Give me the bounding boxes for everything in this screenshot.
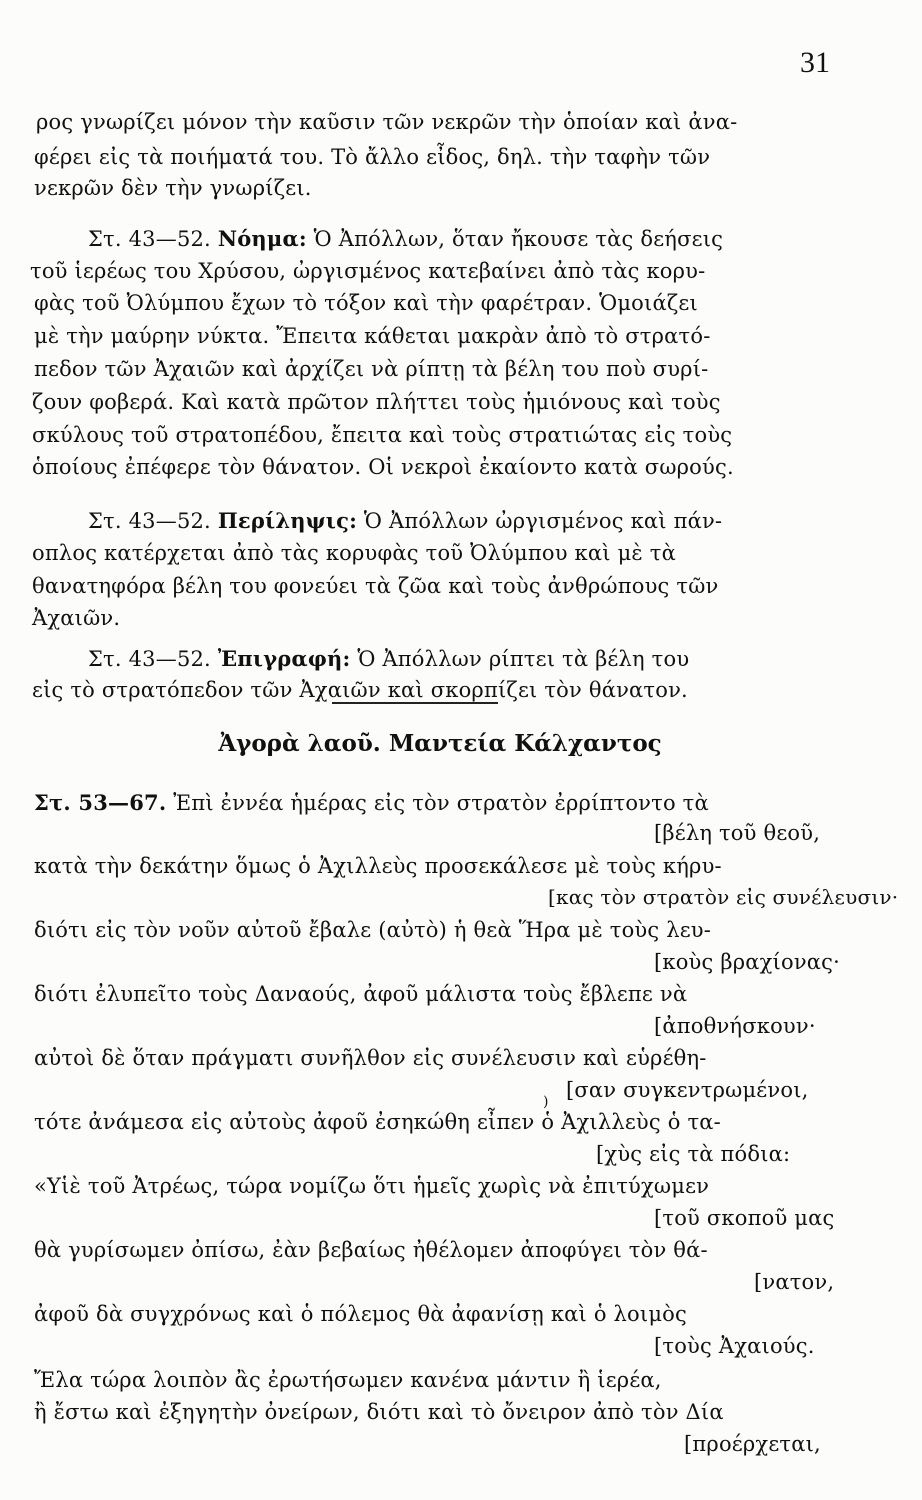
paragraph-2-label: Στ. 43—52.	[88, 227, 211, 251]
verse-line-21: [προέρχεται,	[684, 1432, 821, 1456]
verse-line-6: [κοὺς βραχίονας·	[654, 950, 841, 974]
verse-line-1	[34, 792, 709, 814]
verse-line-17: ἀφοῦ δὰ συγχρόνως καὶ ὁ πόλεμος θὰ ἀφανίσῃ καὶ ὁ λοιμὸς	[34, 1302, 687, 1326]
paragraph-2-first-text: Ὁ Ἀπόλλων, ὅταν ἤκουσε τὰς δεήσεις	[306, 227, 724, 251]
paragraph-4-label: Στ. 43—52.	[88, 647, 211, 671]
verse-line-20: ἢ ἔστω καὶ ἐξηγητὴν ὀνείρων, διότι καὶ τὸ ὄνειρον ἀπὸ τὸν Δία	[34, 1400, 724, 1424]
paragraph-4-line-2: εἰς τὸ στρατόπεδον τῶν Ἀχαιῶν καὶ σκορπίζει τὸν θάνατον.	[32, 678, 688, 702]
section-heading: Ἀγορὰ λαοῦ. Μαντεία Κάλχαντος	[218, 730, 662, 757]
paragraph-2-line-8: ὁποίους ἐπέφερε τὸν θάνατον. Οἱ νεκροὶ ἐκαίοντο κατὰ σωρούς.	[32, 455, 734, 479]
paragraph-3-label: Στ. 43—52.	[88, 509, 211, 533]
verse-line-4: [κας τὸν στρατὸν εἰς συνέλευσιν·	[548, 885, 899, 909]
verse-line-19: Ἔλα τώρα λοιπὸν ἂς ἐρωτήσωμεν κανένα μάντιν ἢ ἱερέα,	[34, 1368, 662, 1392]
verse-line-2: [βέλη τοῦ θεοῦ,	[654, 821, 821, 845]
section-divider	[332, 702, 498, 704]
verse-line-15: θὰ γυρίσωμεν ὀπίσω, ἐὰν βεβαίως ἠθέλομεν ἀποφύγει τὸν θά-	[34, 1238, 708, 1262]
verse-line-5: διότι εἰς τὸν νοῦν αὐτοῦ ἔβαλε (αὐτὸ) ἡ θεὰ Ἥρα μὲ τοὺς λευ-	[34, 918, 712, 942]
verse-line-16: [νατον,	[754, 1270, 835, 1294]
verse-line-10: [σαν συγκεντρωμένοι,	[566, 1078, 809, 1102]
verse-line-11: τότε ἀνάμεσα εἰς αὐτοὺς ἀφοῦ ἐσηκώθη εἶπεν ὁ Ἀχιλλεὺς ὁ τα-	[34, 1110, 721, 1134]
paragraph-2-line-1	[88, 228, 723, 250]
paragraph-3-line-2: οπλος κατέρχεται ἀπὸ τὰς κορυφὰς τοῦ Ὀλύμπου καὶ μὲ τὰ	[32, 541, 676, 565]
paragraph-4-first-text: Ὁ Ἀπόλλων ρίπτει τὰ βέλη του	[350, 647, 690, 671]
paragraph-4-bold-term: Ἐπιγραφή:	[217, 646, 351, 671]
paragraph-2-line-7: σκύλους τοῦ στρατοπέδου, ἔπειτα καὶ τοὺς στρατιώτας εἰς τοὺς	[32, 423, 733, 447]
paragraph-2-line-6: ζουν φοβερά. Καὶ κατὰ πρῶτον πλήττει τοὺς ἡμιόνους καὶ τοὺς	[32, 390, 721, 414]
paragraph-2-line-5: πεδον τῶν Ἀχαιῶν καὶ ἀρχίζει νὰ ρίπτῃ τὰ βέλη του ποὺ συρί-	[34, 357, 709, 381]
paragraph-3-line-3: θανατηφόρα βέλη του φονεύει τὰ ζῶα καὶ τοὺς ἀνθρώπους τῶν	[32, 574, 719, 598]
paragraph-1-line-3: νεκρῶν δὲν τὴν γνωρίζει.	[34, 176, 312, 200]
verse-label: Στ. 53—67.	[34, 790, 167, 815]
paragraph-1-line-1: ρος γνωρίζει μόνον τὴν καῦσιν τῶν νεκρῶν τὴν ὁποίαν καὶ ἀνα-	[36, 110, 738, 134]
paragraph-2-line-2: τοῦ ἱερέως του Χρύσου, ὠργισμένος κατεβαίνει ἀπὸ τὰς κορυ-	[30, 259, 706, 283]
paragraph-3-bold-term: Περίληψις:	[217, 508, 358, 533]
paragraph-2-bold-term: Νόημα:	[217, 226, 307, 251]
paragraph-1-line-2: φέρει εἰς τὰ ποιήματά του. Τὸ ἄλλο εἶδος, δηλ. τὴν ταφὴν τῶν	[34, 145, 711, 169]
verse-first-text: Ἐπὶ ἐννέα ἡμέρας εἰς τὸν στρατὸν ἐρρίπτοντο τὰ	[166, 791, 709, 815]
verse-line-9: αὐτοὶ δὲ ὅταν πράγματι συνῆλθον εἰς συνέλευσιν καὶ εὑρέθη-	[34, 1046, 707, 1070]
paragraph-2-line-3: φὰς τοῦ Ὀλύμπου ἔχων τὸ τόξον καὶ τὴν φαρέτραν. Ὁμοιάζει	[34, 291, 698, 315]
verse-line-8: [ἀποθνήσκουν·	[654, 1014, 816, 1038]
paragraph-2-line-4: μὲ τὴν μαύρην νύκτα. Ἔπειτα κάθεται μακρὰν ἀπὸ τὸ στρατό-	[34, 324, 711, 348]
verse-line-7: διότι ἐλυπεῖτο τοὺς Δαναούς, ἀφοῦ μάλιστα τοὺς ἔβλεπε νὰ	[34, 982, 688, 1006]
stray-mark: )	[543, 1094, 549, 1110]
verse-line-12: [χὺς εἰς τὰ πόδια:	[596, 1142, 791, 1166]
verse-line-18: [τοὺς Ἀχαιούς.	[654, 1334, 815, 1358]
verse-line-14: [τοῦ σκοποῦ μας	[654, 1206, 835, 1230]
paragraph-3-line-1	[88, 510, 722, 532]
page-number: 31	[800, 46, 830, 79]
verse-line-3: κατὰ τὴν δεκάτην ὅμως ὁ Ἀχιλλεὺς προσεκάλεσε μὲ τοὺς κήρυ-	[34, 854, 722, 878]
paragraph-4-line-1	[88, 648, 689, 670]
verse-line-13: «Υἱὲ τοῦ Ἀτρέως, τώρα νομίζω ὅτι ἡμεῖς χωρὶς νὰ ἐπιτύχωμεν	[34, 1174, 710, 1198]
paragraph-3-first-text: Ὁ Ἀπόλλων ὠργισμένος καὶ πάν-	[357, 509, 723, 533]
paragraph-3-line-4: Ἀχαιῶν.	[32, 606, 121, 630]
